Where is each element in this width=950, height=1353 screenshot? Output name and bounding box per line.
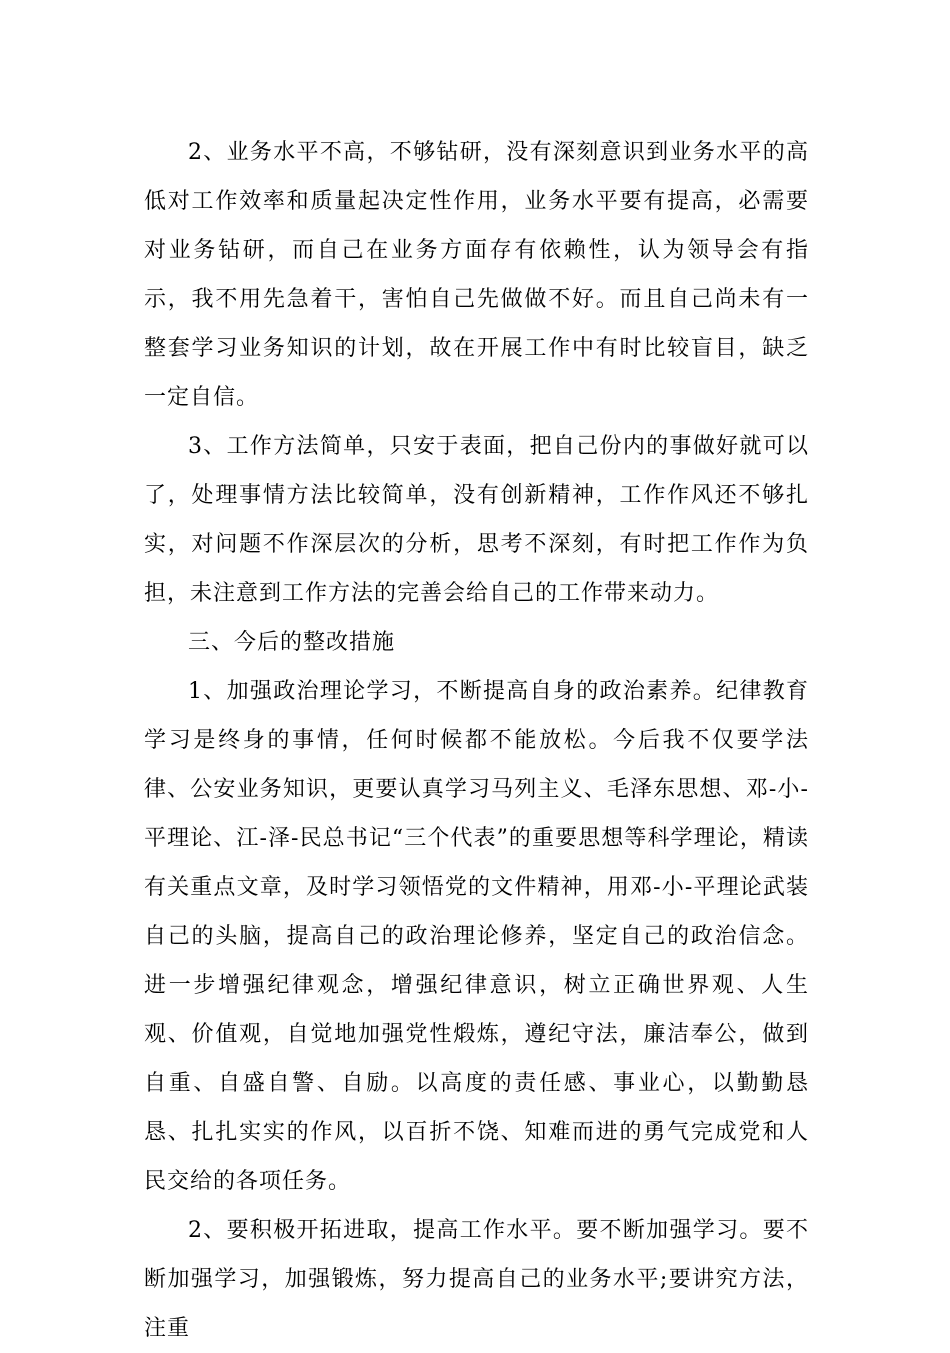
paragraph-work-improvement: 2、要积极开拓进取，提高工作水平。要不断加强学习。要不断加强学习，加强锻炼，努力提高自己的业务水平;要讲究方法，注重 (144, 1218, 809, 1341)
section-heading-rectification: 三、今后的整改措施 (188, 630, 396, 655)
paragraph-business-level: 2、业务水平不高，不够钻研，没有深刻意识到业务水平的高低对工作效率和质量起决定性作用，业务水平要有提高，必需要对业务钻研，而自己在业务方面存有依赖性，认为领导会有指示，我不用先急着干，害怕自己先做做不好。而且自己尚未有一整套学习业务知识的计划，故在开展工作中有时比较盲目，缺乏一定自信。 (144, 140, 809, 410)
paragraph-work-method: 3、工作方法简单，只安于表面，把自己份内的事做好就可以了，处理事情方法比较简单，没有创新精神，工作作风还不够扎实，对问题不作深层次的分析，思考不深刻，有时把工作作为负担，未注意到工作方法的完善会给自己的工作带来动力。 (144, 434, 809, 606)
paragraph-political-study: 1、加强政治理论学习，不断提高自身的政治素养。纪律教育学习是终身的事情，任何时候都不能放松。今后我不仅要学法律、公安业务知识，更要认真学习马列主义、毛泽东思想、邓-小-平理论、江-泽-民总书记“三个代表”的重要思想等科学理论，精读有关重点文章，及时学习领悟党的文件精神，用邓-小-平理论武装自己的头脑，提高自己的政治理论修养，坚定自己的政治信念。进一步增强纪律观念，增强纪律意识，树立正确世界观、人生观、价值观，自觉地加强党性煅炼，遵纪守法，廉洁奉公，做到自重、自盛自警、自励。以高度的责任感、事业心，以勤勤恳恳、扎扎实实的作风，以百折不饶、知难而进的勇气完成党和人民交给的各项任务。 (144, 679, 809, 1194)
document-body (144, 128, 809, 1353)
